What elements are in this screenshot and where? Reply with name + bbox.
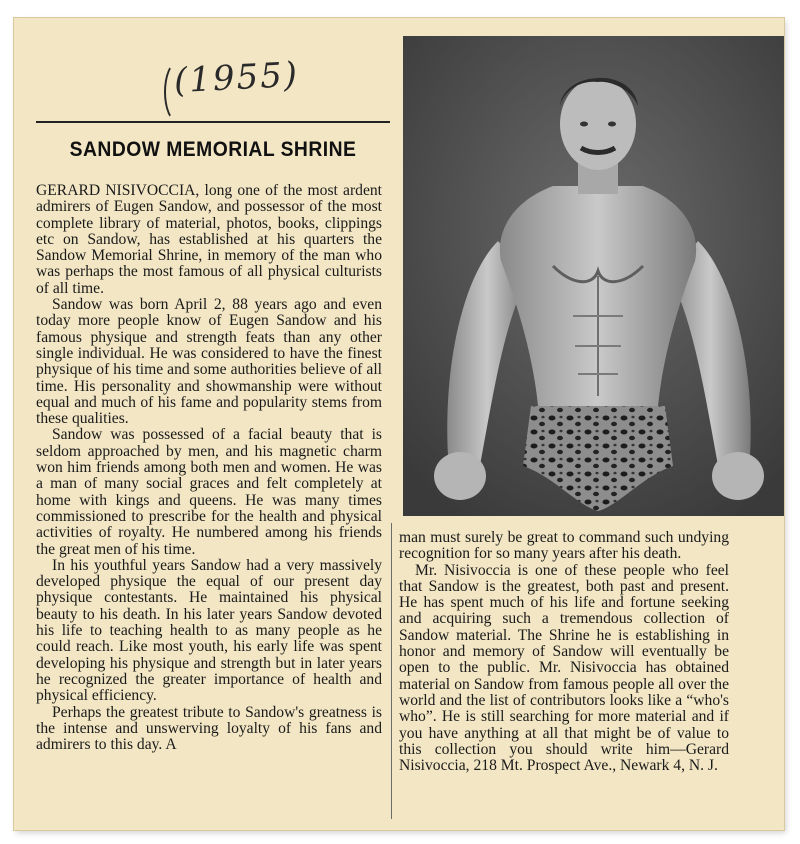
paragraph-1: GERARD NISIVOCCIA, long one of the most ardent admirers of Eugen Sandow, and possessor of the most complete library of material, photos, books, clippings etc on Sandow, has established at his quarters the Sandow Memorial Shrine, in memory of the man who was perhaps the most famous of all physical culturists of all time.	[36, 182, 382, 297]
newspaper-clipping	[14, 18, 784, 830]
handwritten-year: (1955)	[173, 54, 301, 102]
article-column-right	[399, 530, 729, 774]
bodybuilder-portrait-image	[403, 36, 784, 516]
paragraph-7: Mr. Nisivoccia is one of these people who feel that Sandow is the greatest, both past and present. He has spent much of his life and fortune seeking and acquiring such a tremendous collection of Sandow material. The Shrine he is establishing in honor and memory of Sandow will eventually be open to the public. Mr. Nisivoccia has obtained material on Sandow from famous people all over the world and the list of contributors looks like a “who's who”. He is still searching for more material and if you have anything at all that might be of value to this collection you should write him—Gerard Nisivoccia, 218 Mt. Prospect Ave., Newark 4, N. J.	[399, 561, 729, 775]
paragraph-3: Sandow was possessed of a facial beauty that is seldom approached by men, and his magnetic charm won him friends among both men and women. He was a man of many social graces and felt completely at home with kings and queens. He was many times commissioned to prescribe for the health and physical activities of royalty. He numbered among his friends the great men of his time.	[36, 426, 382, 558]
headline: SANDOW MEMORIAL SHRINE	[69, 138, 357, 161]
column-divider	[391, 523, 392, 819]
sandow-photo	[403, 36, 784, 516]
paragraph-2: Sandow was born April 2, 88 years ago and even today more people know of Eugen Sandow and his famous physique and strength feats than any other single individual. He was considered to have the finest physique of his time and some authorities believe of all time. His personality and showmanship were without equal and much of his fame and popularity stems from these qualities.	[36, 296, 382, 428]
paragraph-6: man must surely be great to command such undying recognition for so many years after his death.	[399, 529, 729, 563]
paragraph-5: Perhaps the greatest tribute to Sandow's greatness is the intense and unswerving loyalty of his fans and admirers to this day. A	[36, 703, 382, 754]
paragraph-4: In his youthful years Sandow had a very massively developed physique the equal of our present day physique contestants. He maintained his physical beauty to his death. In his later years Sandow devoted his life to teaching health to as many people as he could reach. Like most youth, his early life was spent developing his physique and strength but in later years he recognized the greater importance of health and physical efficiency.	[36, 556, 382, 705]
article-column-left	[36, 183, 382, 753]
top-rule	[36, 121, 390, 123]
